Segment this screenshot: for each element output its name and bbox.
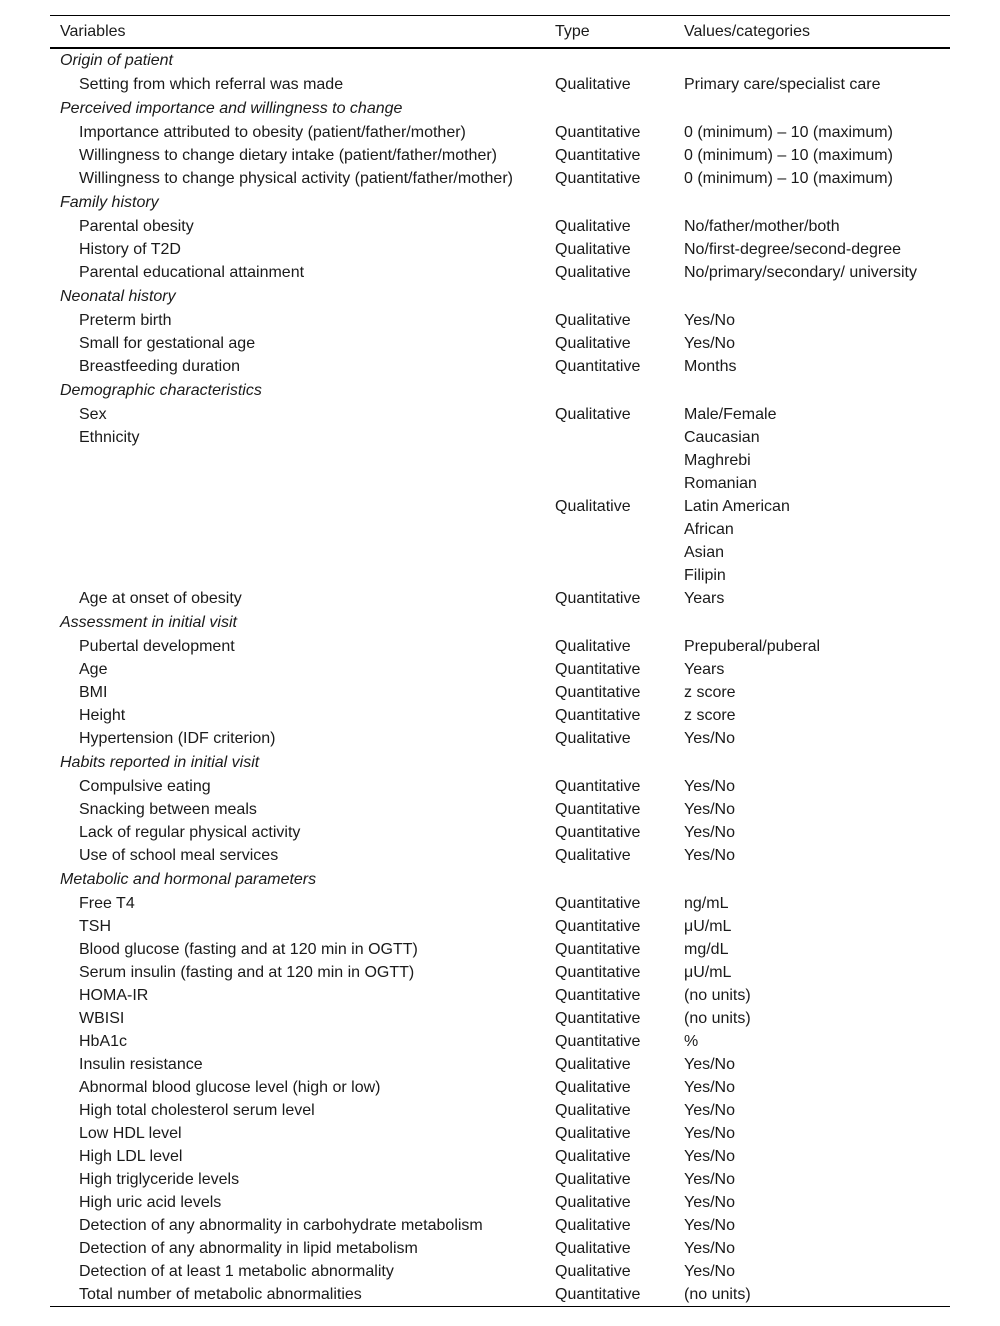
table-row bbox=[50, 1145, 950, 1168]
type-cell: Quantitative bbox=[555, 683, 641, 701]
variable-cell: Willingness to change dietary intake (patient/father/mother) bbox=[79, 146, 497, 164]
type-cell bbox=[545, 472, 674, 495]
table-row bbox=[50, 355, 950, 378]
variable-cell: Height bbox=[79, 706, 126, 724]
table-row bbox=[50, 215, 950, 238]
type-cell: Qualitative bbox=[555, 1101, 631, 1119]
type-cell: Qualitative bbox=[555, 729, 631, 747]
table-row bbox=[50, 332, 950, 355]
type-cell: Quantitative bbox=[555, 1032, 641, 1050]
type-cell: Qualitative bbox=[555, 1216, 631, 1234]
values-cell: z score bbox=[684, 706, 736, 724]
variable-cell: History of T2D bbox=[79, 240, 181, 258]
variable-cell bbox=[50, 495, 545, 518]
values-cell: Male/Female bbox=[684, 405, 777, 423]
type-cell: Qualitative bbox=[555, 311, 631, 329]
values-cell: Years bbox=[684, 660, 725, 678]
values-cell: % bbox=[684, 1032, 699, 1050]
variable-cell: HbA1c bbox=[79, 1032, 128, 1050]
section-label: Assessment in initial visit bbox=[60, 613, 237, 631]
type-cell: Quantitative bbox=[555, 146, 641, 164]
table-row bbox=[50, 541, 950, 564]
header-variables: Variables bbox=[50, 16, 545, 49]
values-cell: No/primary/secondary/ university bbox=[684, 263, 917, 281]
variable-cell: Sex bbox=[79, 405, 107, 423]
type-cell: Qualitative bbox=[555, 1193, 631, 1211]
type-cell: Quantitative bbox=[555, 986, 641, 1004]
variable-cell bbox=[50, 472, 545, 495]
section-header-row bbox=[50, 867, 950, 892]
table-row bbox=[50, 892, 950, 915]
values-cell: Prepuberal/puberal bbox=[684, 637, 821, 655]
variable-cell: Setting from which referral was made bbox=[79, 75, 344, 93]
table-row bbox=[50, 658, 950, 681]
values-cell: Yes/No bbox=[684, 1170, 735, 1188]
table-row bbox=[50, 1283, 950, 1307]
variable-cell: Serum insulin (fasting and at 120 min in OGTT) bbox=[79, 963, 415, 981]
values-cell: Yes/No bbox=[684, 1239, 735, 1257]
type-cell bbox=[545, 564, 674, 587]
type-cell: Qualitative bbox=[555, 334, 631, 352]
type-cell bbox=[545, 518, 674, 541]
values-cell: Primary care/specialist care bbox=[684, 75, 881, 93]
table-row bbox=[50, 635, 950, 658]
values-cell: Yes/No bbox=[684, 334, 735, 352]
values-cell: 0 (minimum) – 10 (maximum) bbox=[684, 169, 893, 187]
variables-table-container bbox=[50, 15, 950, 1307]
table-row bbox=[50, 121, 950, 144]
type-cell: Quantitative bbox=[555, 660, 641, 678]
section-label: Family history bbox=[60, 193, 159, 211]
values-cell: Yes/No bbox=[684, 729, 735, 747]
variable-cell: Detection of any abnormality in lipid metabolism bbox=[79, 1239, 418, 1257]
variable-cell: Ethnicity bbox=[79, 428, 140, 446]
type-cell: Quantitative bbox=[555, 1009, 641, 1027]
section-label: Habits reported in initial visit bbox=[60, 753, 260, 771]
values-cell: (no units) bbox=[684, 1009, 751, 1027]
section-header-row bbox=[50, 96, 950, 121]
variable-cell: Breastfeeding duration bbox=[79, 357, 240, 375]
table-row bbox=[50, 167, 950, 190]
values-cell: Yes/No bbox=[684, 1124, 735, 1142]
table-row bbox=[50, 1237, 950, 1260]
type-cell: Qualitative bbox=[555, 1147, 631, 1165]
values-cell: μU/mL bbox=[684, 963, 732, 981]
variable-cell: HOMA-IR bbox=[79, 986, 149, 1004]
variable-cell: Use of school meal services bbox=[79, 846, 279, 864]
table-row bbox=[50, 518, 950, 541]
table-header-row bbox=[50, 16, 950, 49]
values-cell: Years bbox=[684, 589, 725, 607]
type-cell: Qualitative bbox=[555, 1055, 631, 1073]
values-cell: Maghrebi bbox=[684, 451, 751, 469]
table-row bbox=[50, 1168, 950, 1191]
variable-cell: Detection of any abnormality in carbohydrate metabolism bbox=[79, 1216, 483, 1234]
table-row bbox=[50, 1260, 950, 1283]
type-cell: Quantitative bbox=[555, 706, 641, 724]
variable-cell: Willingness to change physical activity (patient/father/mother) bbox=[79, 169, 513, 187]
values-cell: African bbox=[684, 520, 734, 538]
table-row bbox=[50, 775, 950, 798]
table-row bbox=[50, 144, 950, 167]
table-row bbox=[50, 727, 950, 750]
type-cell: Quantitative bbox=[545, 1283, 674, 1307]
table-row bbox=[50, 495, 950, 518]
variable-cell: WBISI bbox=[79, 1009, 125, 1027]
table-row bbox=[50, 587, 950, 610]
table-row bbox=[50, 844, 950, 867]
section-header-row bbox=[50, 190, 950, 215]
type-cell: Qualitative bbox=[555, 1170, 631, 1188]
values-cell: Yes/No bbox=[684, 1262, 735, 1280]
values-cell: Yes/No bbox=[684, 311, 735, 329]
type-cell: Qualitative bbox=[555, 240, 631, 258]
section-header-row bbox=[50, 750, 950, 775]
variables-table bbox=[50, 15, 950, 1307]
table-row bbox=[50, 472, 950, 495]
section-header-row bbox=[50, 610, 950, 635]
values-cell: Yes/No bbox=[684, 846, 735, 864]
table-row bbox=[50, 309, 950, 332]
variable-cell: BMI bbox=[79, 683, 108, 701]
variable-cell: Age bbox=[79, 660, 108, 678]
variable-cell: Small for gestational age bbox=[79, 334, 256, 352]
variable-cell: Age at onset of obesity bbox=[79, 589, 242, 607]
values-cell: Latin American bbox=[684, 497, 790, 515]
table-row bbox=[50, 426, 950, 449]
table-row bbox=[50, 704, 950, 727]
variable-cell: High total cholesterol serum level bbox=[79, 1101, 315, 1119]
type-cell: Qualitative bbox=[555, 1239, 631, 1257]
values-cell: No/first-degree/second-degree bbox=[684, 240, 902, 258]
table-row bbox=[50, 238, 950, 261]
table-row bbox=[50, 403, 950, 426]
type-cell: Quantitative bbox=[555, 777, 641, 795]
values-cell: Months bbox=[684, 357, 737, 375]
section-header-row bbox=[50, 284, 950, 309]
table-row bbox=[50, 821, 950, 844]
variable-cell: Snacking between meals bbox=[79, 800, 257, 818]
values-cell: Yes/No bbox=[684, 1101, 735, 1119]
type-cell: Quantitative bbox=[555, 917, 641, 935]
table-row bbox=[50, 1007, 950, 1030]
table-row bbox=[50, 961, 950, 984]
values-cell: Caucasian bbox=[684, 428, 760, 446]
variable-cell: Blood glucose (fasting and at 120 min in OGTT) bbox=[79, 940, 418, 958]
table-row bbox=[50, 1030, 950, 1053]
table-row bbox=[50, 1076, 950, 1099]
header-type: Type bbox=[545, 16, 674, 49]
values-cell: Yes/No bbox=[684, 777, 735, 795]
table-row bbox=[50, 449, 950, 472]
type-cell: Quantitative bbox=[555, 357, 641, 375]
table-body bbox=[50, 48, 950, 1307]
values-cell: mg/dL bbox=[684, 940, 729, 958]
type-cell: Qualitative bbox=[555, 1078, 631, 1096]
variable-cell: Lack of regular physical activity bbox=[79, 823, 301, 841]
type-cell bbox=[545, 449, 674, 472]
type-cell bbox=[545, 541, 674, 564]
table-row bbox=[50, 681, 950, 704]
values-cell: ng/mL bbox=[684, 894, 729, 912]
table-row bbox=[50, 915, 950, 938]
values-cell: Yes/No bbox=[684, 1078, 735, 1096]
variable-cell: Importance attributed to obesity (patient/father/mother) bbox=[79, 123, 466, 141]
section-header-row bbox=[50, 48, 950, 73]
type-cell bbox=[545, 426, 674, 449]
section-label: Demographic characteristics bbox=[60, 381, 262, 399]
table-row bbox=[50, 1191, 950, 1214]
table-row bbox=[50, 1214, 950, 1237]
variable-cell: Hypertension (IDF criterion) bbox=[79, 729, 276, 747]
values-cell: Yes/No bbox=[684, 1147, 735, 1165]
type-cell: Quantitative bbox=[555, 823, 641, 841]
variable-cell: Pubertal development bbox=[79, 637, 235, 655]
type-cell: Qualitative bbox=[555, 637, 631, 655]
values-cell: Romanian bbox=[684, 474, 757, 492]
section-label: Metabolic and hormonal parameters bbox=[60, 870, 317, 888]
values-cell: 0 (minimum) – 10 (maximum) bbox=[684, 123, 893, 141]
variable-cell: Compulsive eating bbox=[79, 777, 211, 795]
variable-cell: Low HDL level bbox=[79, 1124, 182, 1142]
values-cell: Yes/No bbox=[684, 1193, 735, 1211]
table-row bbox=[50, 938, 950, 961]
table-row bbox=[50, 1122, 950, 1145]
type-cell: Quantitative bbox=[555, 800, 641, 818]
variable-cell: Insulin resistance bbox=[79, 1055, 203, 1073]
variable-cell: High uric acid levels bbox=[79, 1193, 222, 1211]
values-cell: (no units) bbox=[674, 1283, 950, 1307]
header-values: Values/categories bbox=[674, 16, 950, 49]
type-cell: Qualitative bbox=[555, 846, 631, 864]
section-label: Perceived importance and willingness to change bbox=[60, 99, 403, 117]
type-cell: Quantitative bbox=[555, 894, 641, 912]
table-row bbox=[50, 984, 950, 1007]
section-header-row bbox=[50, 378, 950, 403]
variable-cell: Preterm birth bbox=[79, 311, 172, 329]
values-cell: μU/mL bbox=[684, 917, 732, 935]
values-cell: z score bbox=[684, 683, 736, 701]
type-cell: Qualitative bbox=[555, 497, 631, 515]
variable-cell bbox=[50, 449, 545, 472]
section-label: Origin of patient bbox=[60, 52, 173, 69]
table-row bbox=[50, 564, 950, 587]
values-cell: Asian bbox=[684, 543, 725, 561]
variable-cell bbox=[50, 518, 545, 541]
values-cell: No/father/mother/both bbox=[684, 217, 840, 235]
variable-cell: High triglyceride levels bbox=[79, 1170, 240, 1188]
type-cell: Qualitative bbox=[555, 1124, 631, 1142]
type-cell: Qualitative bbox=[555, 1262, 631, 1280]
type-cell: Quantitative bbox=[555, 940, 641, 958]
type-cell: Quantitative bbox=[555, 589, 641, 607]
variable-cell bbox=[50, 541, 545, 564]
type-cell: Qualitative bbox=[555, 217, 631, 235]
section-label: Neonatal history bbox=[60, 287, 176, 305]
table-row bbox=[50, 73, 950, 96]
variable-cell: Free T4 bbox=[79, 894, 135, 912]
values-cell: Yes/No bbox=[684, 1216, 735, 1234]
variable-cell: Detection of at least 1 metabolic abnormality bbox=[79, 1262, 394, 1280]
values-cell: Yes/No bbox=[684, 800, 735, 818]
type-cell: Qualitative bbox=[555, 405, 631, 423]
variable-cell: High LDL level bbox=[79, 1147, 183, 1165]
variable-cell: Abnormal blood glucose level (high or low) bbox=[79, 1078, 381, 1096]
type-cell: Quantitative bbox=[555, 963, 641, 981]
variable-cell: Total number of metabolic abnormalities bbox=[50, 1283, 545, 1307]
variable-cell: TSH bbox=[79, 917, 111, 935]
type-cell: Quantitative bbox=[555, 169, 641, 187]
values-cell: Filipin bbox=[684, 566, 726, 584]
variable-cell: Parental obesity bbox=[79, 217, 194, 235]
values-cell: (no units) bbox=[684, 986, 751, 1004]
type-cell: Qualitative bbox=[555, 75, 631, 93]
values-cell: Yes/No bbox=[684, 1055, 735, 1073]
type-cell: Quantitative bbox=[555, 123, 641, 141]
type-cell: Qualitative bbox=[555, 263, 631, 281]
values-cell: 0 (minimum) – 10 (maximum) bbox=[684, 146, 893, 164]
table-row bbox=[50, 1099, 950, 1122]
values-cell: Yes/No bbox=[684, 823, 735, 841]
table-row bbox=[50, 798, 950, 821]
table-row bbox=[50, 261, 950, 284]
table-row bbox=[50, 1053, 950, 1076]
variable-cell: Parental educational attainment bbox=[79, 263, 305, 281]
variable-cell bbox=[50, 564, 545, 587]
